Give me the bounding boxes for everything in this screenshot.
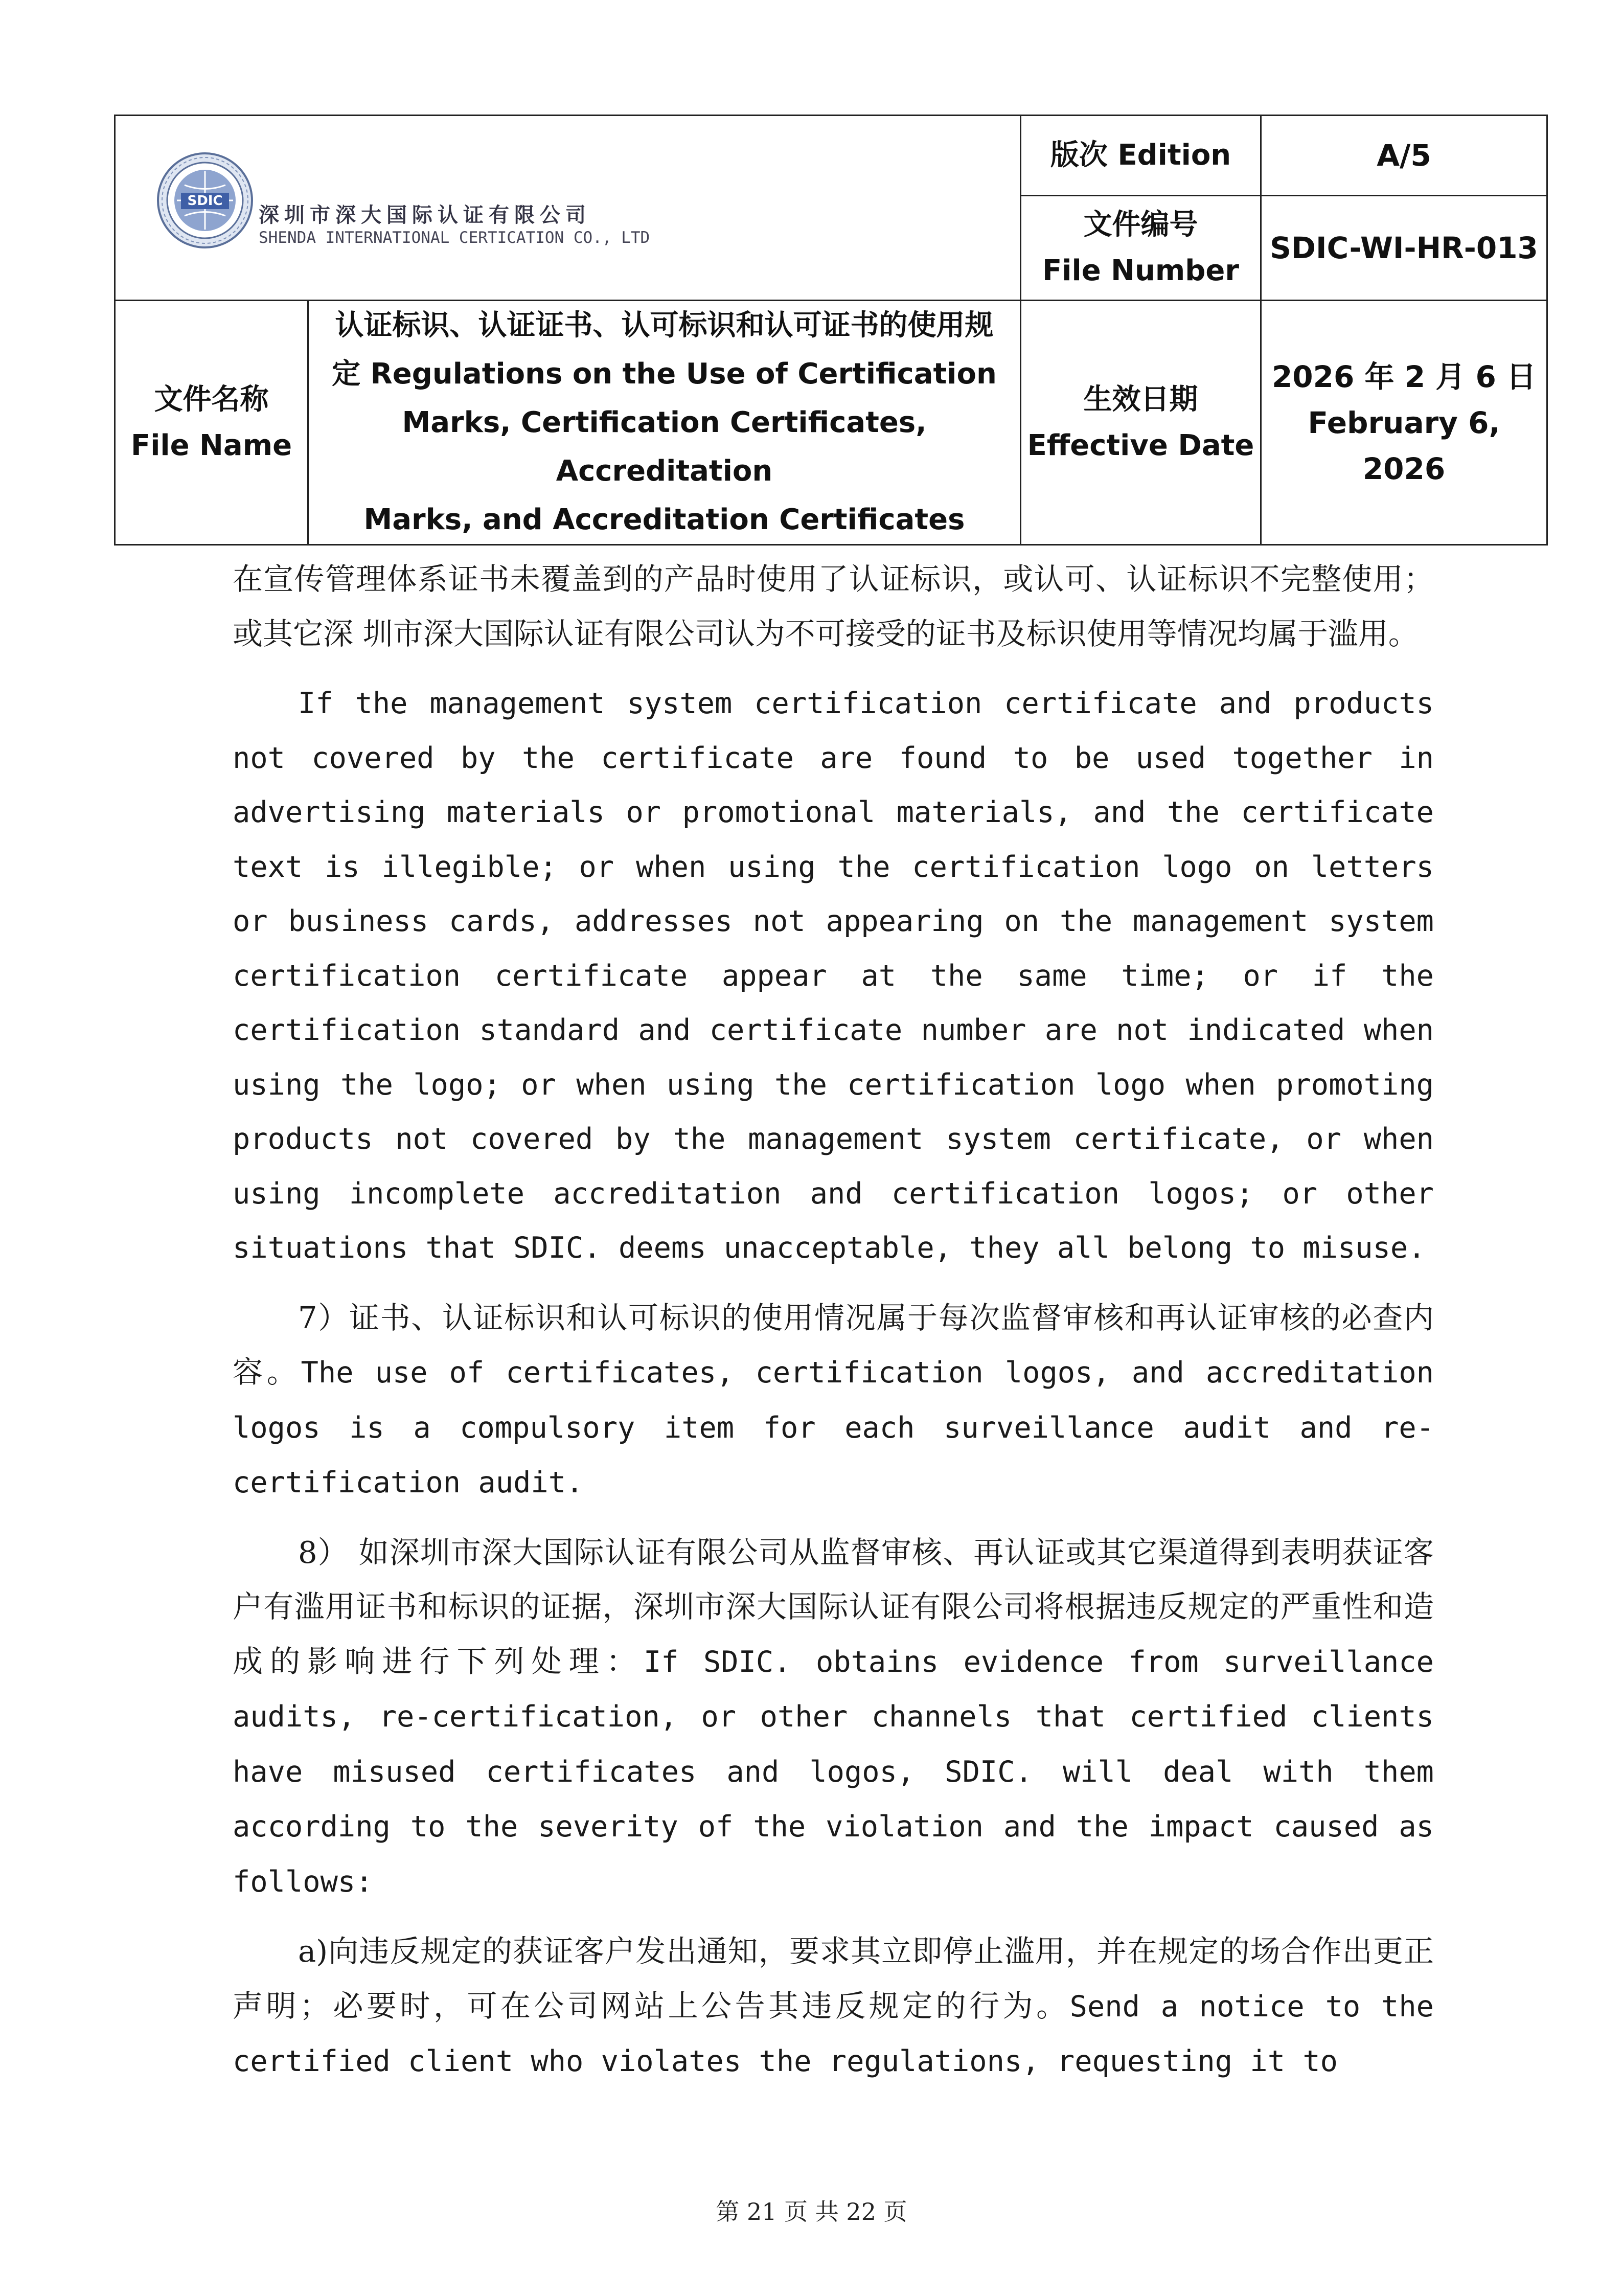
file-name-line: Marks, Certification Certificates, Accreditation: [402, 406, 927, 488]
file-name-value: [308, 301, 1021, 545]
paragraph-item-a: [233, 1924, 1434, 2089]
company-name-cn: 深圳市深大国际认证有限公司: [259, 203, 591, 227]
effective-date-label-en: Effective Date: [1027, 428, 1254, 462]
edition-label: 版次 Edition: [1021, 116, 1261, 196]
file-number-label-cn: 文件编号: [1083, 208, 1198, 241]
file-name-label-cn: 文件名称: [154, 382, 269, 416]
document-header-table: [114, 115, 1548, 545]
company-logo-cell: [115, 116, 1021, 301]
paragraph-misuse-cn: 在宣传管理体系证书未覆盖到的产品时使用了认证标识，或认可、认证标识不完整使用；或其它深 圳市深大国际认证有限公司认为不可接受的证书及标识使用等情况均属于滥用。: [233, 561, 1434, 651]
file-number-label-en: File Number: [1042, 254, 1239, 287]
effective-date-label: [1021, 301, 1261, 545]
page-number: 第 21 页 共 22 页: [716, 2198, 907, 2225]
file-name-line: 认证标识、认证证书、认可标识和认可证书的使用规: [335, 309, 994, 342]
file-name-line: Marks, and Accreditation Certificates: [363, 503, 965, 536]
paragraph-item-7-en: The use of certificates, certification logos, and accreditation logos is a compulsory item for each surveillance audit and re-certification audit.: [233, 1356, 1434, 1499]
effective-date-en: February 6, 2026: [1308, 405, 1500, 486]
paragraph-item-a-cn: a)向违反规定的获证客户发出通知，要求其立即停止滥用，并在规定的场合作出更正声明；必要时，可在公司网站上公告其违反规定的行为。: [233, 1934, 1434, 2024]
file-name-label: [115, 301, 308, 545]
svg-text:SDIC: SDIC: [187, 193, 223, 209]
file-name-line: 定 Regulations on the Use of Certification: [332, 357, 997, 391]
file-number-value: SDIC-WI-HR-013: [1261, 196, 1547, 301]
paragraph-item-8: [233, 1526, 1434, 1909]
effective-date-label-cn: 生效日期: [1083, 382, 1198, 416]
paragraph-item-7-cn: 7）证书、认证标识和认可标识的使用情况属于每次监督审核和再认证审核的必查内容。: [233, 1300, 1434, 1390]
company-name-en: SHENDA INTERNATIONAL CERTICATION CO., LTD: [259, 229, 650, 247]
document-body: [233, 552, 1434, 2104]
sdic-seal-icon: [156, 152, 254, 249]
file-number-label: [1021, 196, 1261, 301]
paragraph-misuse-en: If the management system certification certificate and products not covered by the certificate are found to be used together in advertising materials or promotional materials, and the certificate text is illegible; or when using the certification logo on letters or business cards, addresses not appearing on the management system certification certificate appear at the same time; or if the certification standard and certificate number are not indicated when using the logo; or when using the certification logo when promoting products not covered by the management system certificate, or when using incomplete accreditation and certification logos; or other situations that SDIC. deems unacceptable, they all belong to misuse.: [233, 687, 1434, 1265]
paragraph-item-a-en: Send a notice to the certified client who violates the regulations, requesting it to: [233, 1989, 1434, 2078]
company-logo: [156, 152, 821, 254]
paragraph-item-8-en: If SDIC. obtains evidence from surveillance audits, re-certification, or other channels that certified clients have misused certificates and logos, SDIC. will deal with them according to the severity of the violation and the impact caused as follows:: [233, 1645, 1434, 1899]
effective-date-value: [1261, 301, 1547, 545]
effective-date-cn: 2026 年 2 月 6 日: [1271, 359, 1537, 394]
file-name-label-en: File Name: [130, 428, 292, 462]
paragraph-item-8-cn: 8） 如深圳市深大国际认证有限公司从监督审核、再认证或其它渠道得到表明获证客户有滥用证书和标识的证据，深圳市深大国际认证有限公司将根据违反规定的严重性和造成的影响进行下列处理：: [233, 1534, 1434, 1679]
paragraph-item-7: [233, 1291, 1434, 1510]
edition-value: A/5: [1261, 116, 1547, 196]
